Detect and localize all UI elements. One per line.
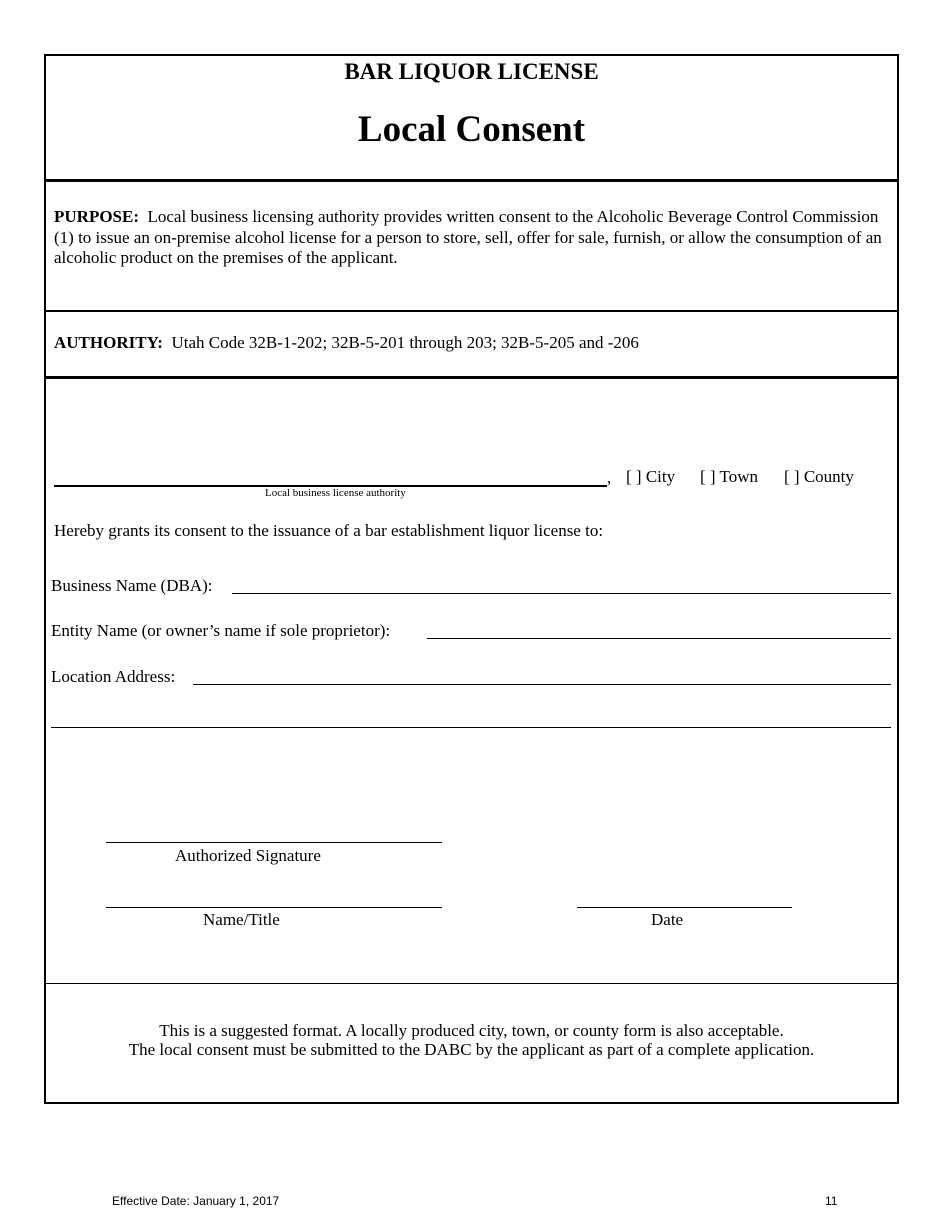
form-subtitle: BAR LIQUOR LICENSE <box>344 59 599 84</box>
signature-field[interactable] <box>106 842 442 843</box>
footer-line-1: This is a suggested format. A locally produced city, town, or county form is also acceptable. <box>159 1021 784 1040</box>
form-title: Local Consent <box>357 109 586 150</box>
footer-note <box>46 1021 897 1059</box>
town-checkbox[interactable]: [ ] Town <box>700 467 758 486</box>
purpose-label: PURPOSE: <box>54 207 139 226</box>
page-number: 11 <box>825 1194 838 1208</box>
location-address-field-line2[interactable] <box>51 727 891 728</box>
date-field[interactable] <box>577 907 792 908</box>
form-frame <box>44 54 899 1104</box>
section-divider <box>46 376 897 379</box>
date-label: Date <box>651 910 684 929</box>
footer-line-2: The local consent must be submitted to the DABC by the applicant as part of a complete application. <box>128 1040 815 1059</box>
section-divider <box>46 983 897 984</box>
grant-statement: Hereby grants its consent to the issuance of a bar establishment liquor license to: <box>54 521 604 540</box>
purpose-section <box>54 207 894 269</box>
entity-name-field[interactable] <box>427 638 891 639</box>
purpose-text: Local business licensing authority provides written consent to the Alcoholic Beverage Control Commission (1) to issue an on-premise alcohol license for a person to store, sell, offer for sale, furnish, or allow the consumption of an alcoholic product on the premises of the applicant. <box>54 207 882 267</box>
location-address-field[interactable] <box>193 684 891 685</box>
section-divider <box>46 179 897 182</box>
authority-comma: , <box>607 468 612 487</box>
authority-caption: Local business license authority <box>265 487 406 499</box>
signature-label: Authorized Signature <box>175 846 321 865</box>
authority-section <box>54 333 639 353</box>
name-title-label: Name/Title <box>203 910 280 929</box>
section-divider <box>46 310 897 312</box>
entity-name-label: Entity Name (or owner’s name if sole proprietor): <box>51 621 391 640</box>
location-address-label: Location Address: <box>51 667 176 686</box>
business-name-label: Business Name (DBA): <box>51 576 213 595</box>
name-title-field[interactable] <box>106 907 442 908</box>
business-name-field[interactable] <box>232 593 891 594</box>
effective-date: Effective Date: January 1, 2017 <box>112 1194 280 1208</box>
county-checkbox[interactable]: [ ] County <box>784 467 854 486</box>
authority-text: Utah Code 32B-1-202; 32B-5-201 through 203; 32B-5-205 and -206 <box>171 333 639 352</box>
city-checkbox[interactable]: [ ] City <box>626 467 676 486</box>
authority-label: AUTHORITY: <box>54 333 163 352</box>
